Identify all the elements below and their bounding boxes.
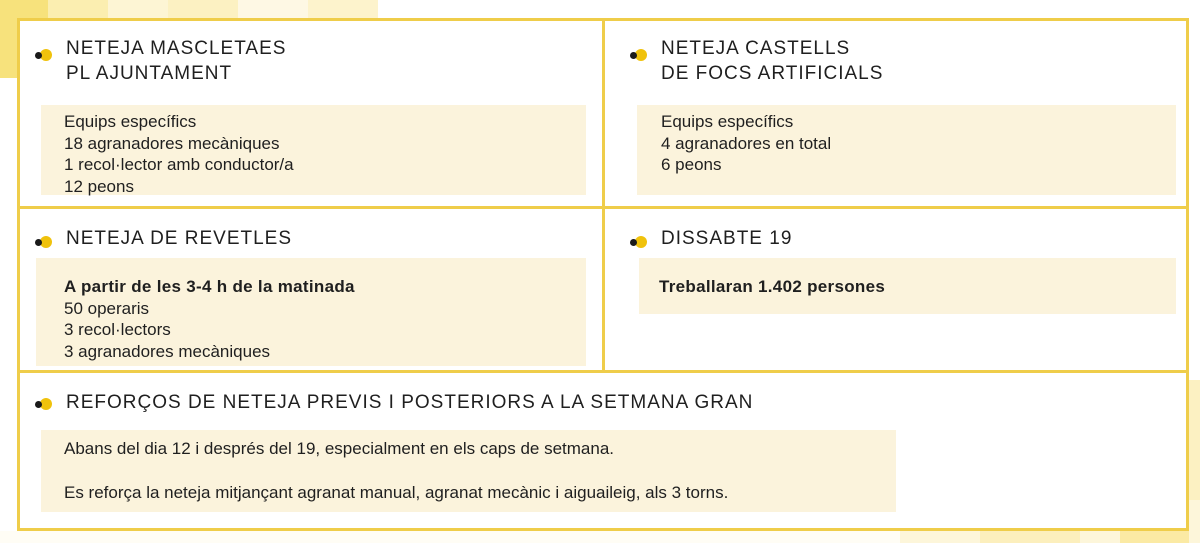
decor-tile — [0, 531, 900, 543]
card-neteja-mascletaes — [20, 21, 602, 206]
info-line: 6 peons — [661, 155, 722, 174]
info-highlight: Treballaran 1.402 persones — [659, 277, 886, 296]
info-box — [637, 105, 1176, 195]
decor-tile — [168, 0, 238, 18]
info-line: 12 peons — [64, 176, 134, 196]
bullet-dot-icon — [35, 236, 53, 248]
card-title: NETEJA MASCLETAES PL AJUNTAMENT — [66, 38, 287, 84]
info-line: 50 operaris — [64, 298, 150, 318]
info-line: 18 agranadores mecàniques — [64, 133, 280, 153]
card-neteja-revetles — [20, 209, 602, 370]
card-title: DISSABTE 19 — [661, 228, 793, 249]
card-title: REFORÇOS DE NETEJA PREVIS I POSTERIORS A LA SETMANA GRAN — [66, 392, 754, 413]
decor-tile — [108, 0, 168, 18]
decor-tile — [308, 0, 378, 18]
info-box — [41, 105, 586, 195]
info-line: Equips específics — [64, 112, 197, 131]
info-box — [41, 430, 896, 512]
info-paragraph: Abans del dia 12 i després del 19, especialment en els caps de setmana. — [64, 439, 615, 458]
bullet-dot-icon — [35, 49, 53, 61]
card-neteja-castells — [605, 21, 1186, 206]
card-dissabte-19 — [605, 209, 1186, 370]
info-box — [36, 258, 586, 366]
bullet-dot-icon — [630, 236, 648, 248]
decor-tile — [0, 18, 17, 78]
decor-tile — [48, 0, 108, 18]
bullet-dot-icon — [35, 398, 53, 410]
info-line: Equips específics — [661, 112, 794, 131]
info-line: 4 agranadores en total — [661, 133, 832, 153]
card-title: NETEJA DE REVETLES — [66, 228, 293, 249]
decor-tile — [0, 0, 48, 18]
info-line: 3 agranadores mecàniques — [64, 341, 271, 361]
info-highlight: A partir de les 3-4 h de la matinada — [64, 277, 355, 296]
info-line: 3 recol·lectors — [64, 320, 171, 339]
decor-tile — [238, 0, 308, 18]
card-reforcos-neteja — [20, 373, 1186, 528]
info-box — [639, 258, 1176, 314]
info-paragraph: Es reforça la neteja mitjançant agranat manual, agranat mecànic i aiguaileig, als 3 torns. — [64, 482, 729, 502]
cleaning-info-grid — [17, 18, 1189, 531]
card-title: NETEJA CASTELLS DE FOCS ARTIFICIALS — [661, 38, 884, 84]
info-line: 1 recol·lector amb conductor/a — [64, 155, 294, 174]
bullet-dot-icon — [630, 49, 648, 61]
